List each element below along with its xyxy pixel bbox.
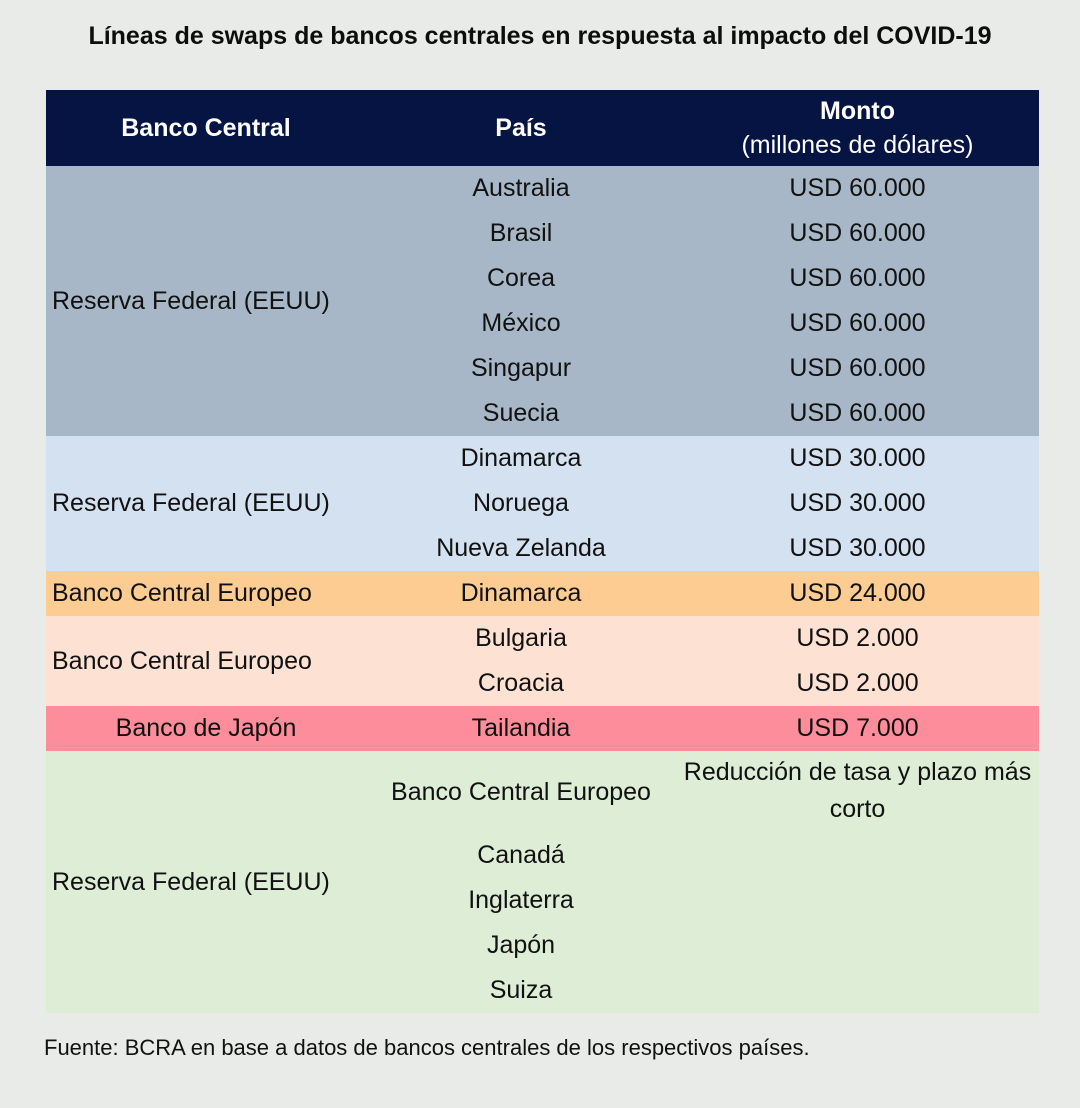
header-bank: Banco Central [46,90,366,166]
country-cell: Suecia [366,391,676,436]
country-cell: Singapur [366,346,676,391]
amount-cell: Reducción de tasa y plazo más corto [676,751,1039,1013]
amount-cell: USD 60.000 [676,301,1039,346]
country-cell: Brasil [366,211,676,256]
bank-cell: Banco de Japón [46,706,366,751]
amount-cell: USD 24.000 [676,571,1039,616]
country-cell: Croacia [366,661,676,706]
country-cell: Japón [366,923,676,968]
amount-cell: USD 30.000 [676,436,1039,481]
table-row [46,166,1039,211]
country-cell: Australia [366,166,676,211]
amount-cell: USD 2.000 [676,616,1039,661]
country-cell: Banco Central Europeo [366,751,676,833]
header-amount [676,90,1039,166]
country-cell: Bulgaria [366,616,676,661]
amount-cell: USD 60.000 [676,166,1039,211]
bank-cell: Reserva Federal (EEUU) [46,166,366,436]
amount-cell: USD 60.000 [676,391,1039,436]
country-cell: Dinamarca [366,571,676,616]
country-cell: Nueva Zelanda [366,526,676,571]
table-row [46,706,1039,751]
amount-cell: USD 2.000 [676,661,1039,706]
header-country: País [366,90,676,166]
country-cell: Canadá [366,833,676,878]
swap-lines-table [46,90,1039,1013]
table-row [46,751,1039,833]
country-cell: Noruega [366,481,676,526]
amount-cell: USD 7.000 [676,706,1039,751]
table-row [46,616,1039,661]
table-header-row [46,90,1039,166]
country-cell: Dinamarca [366,436,676,481]
header-amount-unit: (millones de dólares) [741,131,974,159]
amount-cell: USD 30.000 [676,526,1039,571]
country-cell: Inglaterra [366,878,676,923]
source-note: Fuente: BCRA en base a datos de bancos centrales de los respectivos países. [44,1035,810,1060]
country-cell: Suiza [366,968,676,1013]
bank-cell: Reserva Federal (EEUU) [46,436,366,571]
table-row [46,571,1039,616]
amount-cell: USD 60.000 [676,256,1039,301]
country-cell: Tailandia [366,706,676,751]
country-cell: Corea [366,256,676,301]
bank-cell: Reserva Federal (EEUU) [46,751,366,1013]
page-title: Líneas de swaps de bancos centrales en respuesta al impacto del COVID-19 [88,22,992,50]
table-row [46,436,1039,481]
amount-cell: USD 60.000 [676,346,1039,391]
country-cell: México [366,301,676,346]
amount-cell: USD 60.000 [676,211,1039,256]
amount-cell: USD 30.000 [676,481,1039,526]
header-amount-label: Monto [820,97,895,125]
bank-cell: Banco Central Europeo [46,571,366,616]
bank-cell: Banco Central Europeo [46,616,366,706]
